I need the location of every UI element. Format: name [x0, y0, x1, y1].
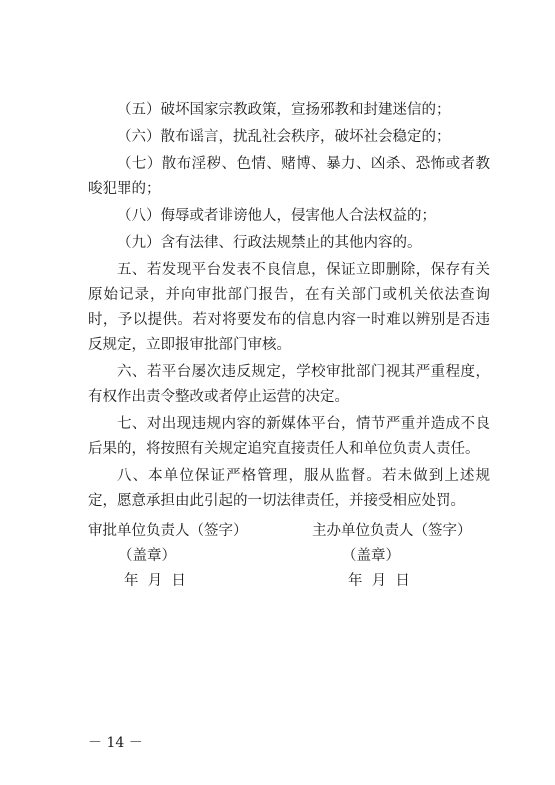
clause-9: （九）含有法律、行政法规禁止的其他内容的。: [117, 235, 422, 251]
approver-signature-title: 审批单位负责人（签字）: [88, 523, 248, 539]
approver-seal-label: （盖章）: [118, 548, 176, 564]
approver-date-label: 年 月 日: [124, 573, 186, 589]
article-7: 七、对出现违规内容的新媒体平台，情节严重并造成不良后果的，将按照有关规定追究直接责任人和单位负责人责任。: [88, 416, 490, 457]
organizer-signature-title: 主办单位负责人（签字）: [312, 523, 472, 539]
approver-signature-block: [88, 519, 248, 594]
organizer-signature-block: [312, 519, 472, 594]
clause-8: （八）侮辱或者诽谤他人，侵害他人合法权益的；: [117, 208, 436, 224]
organizer-date-label: 年 月 日: [348, 573, 410, 589]
clause-5: （五）破坏国家宗教政策，宣扬邪教和封建迷信的；: [117, 102, 451, 118]
document-body: [88, 98, 490, 516]
article-8: 八、本单位保证严格管理，服从监督。若未做到上述规定，愿意承担由此引起的一切法律责任，并接受相应处罚。: [88, 468, 490, 509]
article-6: 六、若平台屡次违反规定，学校审批部门视其严重程度，有权作出责令整改或者停止运营的决定。: [88, 364, 490, 405]
clause-6: （六）散布谣言，扰乱社会秩序，破坏社会稳定的；: [117, 129, 451, 145]
organizer-seal-label: （盖章）: [342, 548, 400, 564]
page-number: － 14 －: [88, 735, 143, 751]
article-5: 五、若发现平台发表不良信息，保证立即删除，保存有关原始记录，并向审批部门报告，在有关部门或机关依法查询时，予以提供。若对将要发布的信息内容一时难以辨别是否违反规定，立即报审批部门审核。: [88, 262, 490, 353]
clause-7: （七）散布淫秽、色情、赌博、暴力、凶杀、恐怖或者教唆犯罪的；: [88, 156, 490, 197]
